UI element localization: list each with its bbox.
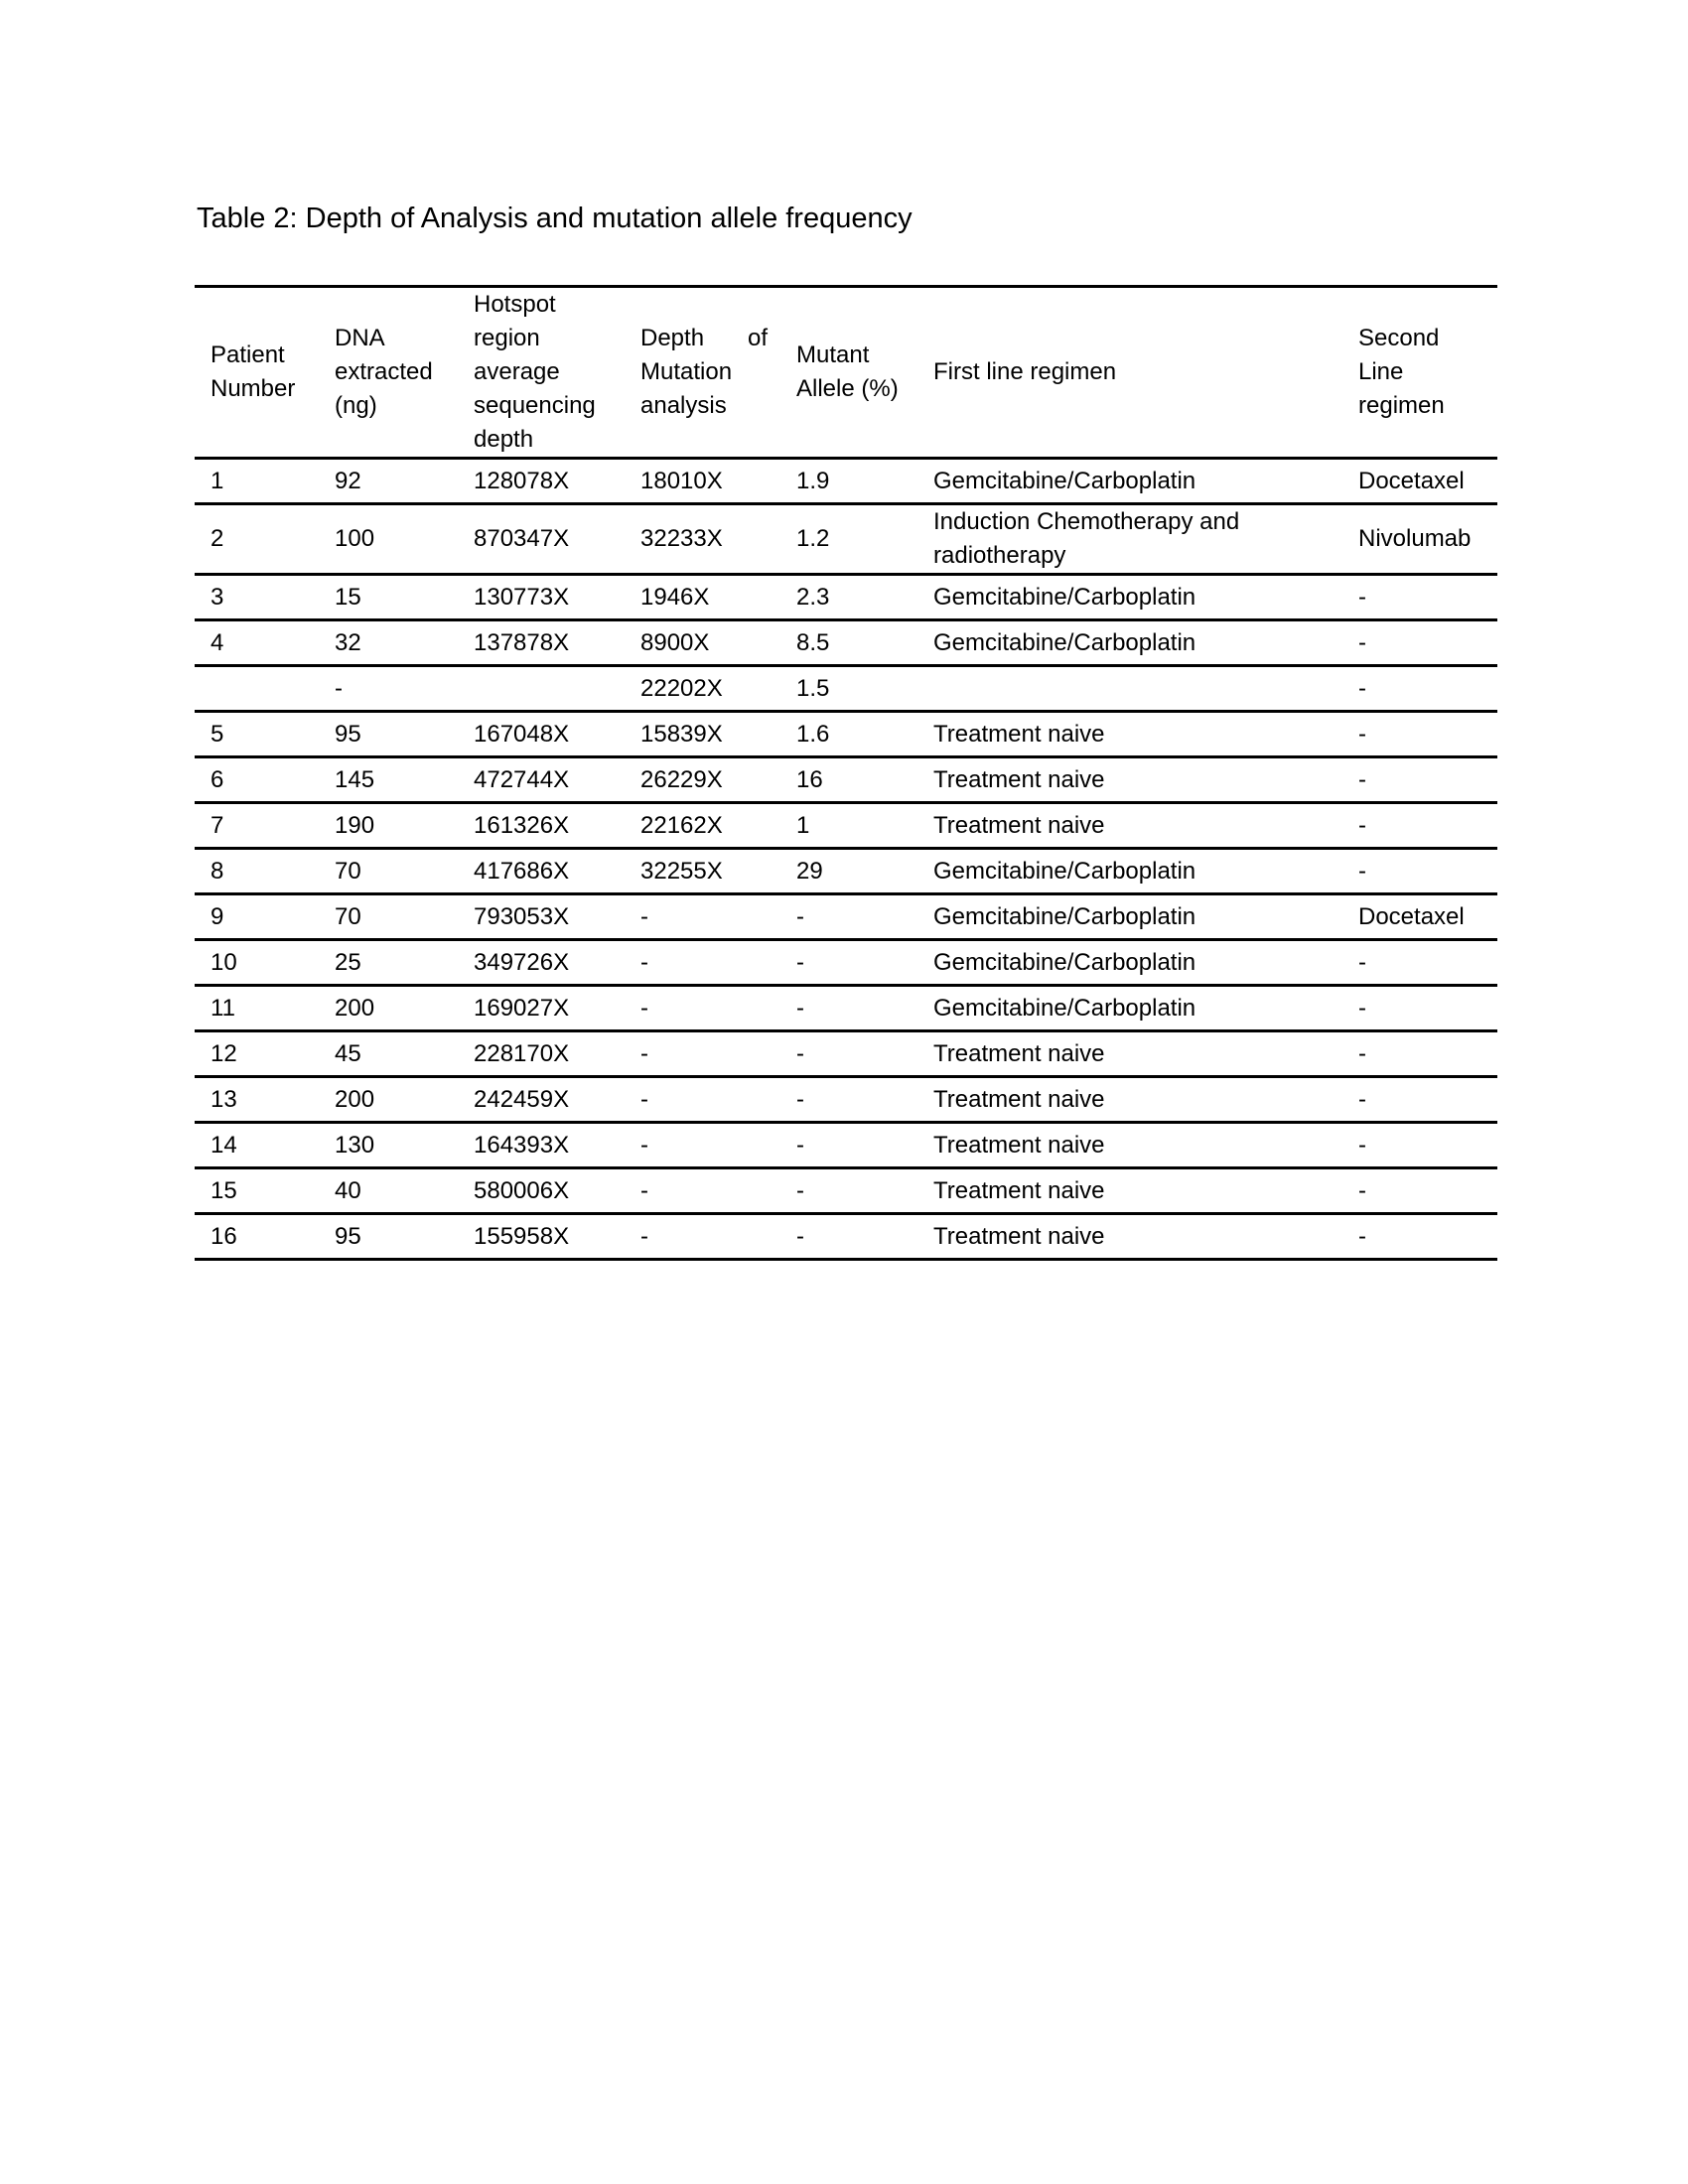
cell-dna-extracted: 200 (319, 1077, 458, 1123)
header-dna-extracted (319, 287, 458, 459)
cell-second-line-regimen: - (1342, 1168, 1497, 1214)
table-row (195, 504, 1497, 575)
cell-second-line-regimen: - (1342, 986, 1497, 1031)
cell-first-line-regimen: Treatment naive (917, 803, 1342, 849)
cell-second-line-regimen: - (1342, 620, 1497, 666)
cell-dna-extracted: 25 (319, 940, 458, 986)
cell-patient-number: 2 (195, 504, 319, 575)
cell-patient-number: 7 (195, 803, 319, 849)
cell-depth-mutation: 18010X (625, 459, 780, 504)
cell-mutant-allele: 16 (780, 757, 917, 803)
cell-patient-number: 4 (195, 620, 319, 666)
cell-second-line-regimen: - (1342, 712, 1497, 757)
cell-patient-number: 9 (195, 894, 319, 940)
data-table (195, 285, 1497, 1261)
cell-second-line-regimen: - (1342, 940, 1497, 986)
cell-dna-extracted: 70 (319, 849, 458, 894)
cell-hotspot-depth: 155958X (458, 1214, 625, 1260)
header-line: Patient (211, 341, 285, 368)
table-row (195, 459, 1497, 504)
cell-mutant-allele: - (780, 940, 917, 986)
header-line: Mutant (796, 341, 870, 368)
cell-mutant-allele: 1.5 (780, 666, 917, 712)
cell-depth-mutation: - (625, 1031, 780, 1077)
cell-depth-mutation: 32233X (625, 504, 780, 575)
cell-patient-number: 8 (195, 849, 319, 894)
header-line: regimen (1358, 392, 1445, 419)
cell-mutant-allele: - (780, 1123, 917, 1168)
table-row (195, 803, 1497, 849)
cell-patient-number: 16 (195, 1214, 319, 1260)
header-depth-mutation (625, 287, 780, 459)
table-row (195, 575, 1497, 620)
cell-dna-extracted: 92 (319, 459, 458, 504)
cell-depth-mutation: - (625, 1214, 780, 1260)
header-line: Allele (%) (796, 375, 899, 402)
header-line: depth (474, 426, 534, 453)
cell-mutant-allele: - (780, 1031, 917, 1077)
cell-mutant-allele: 1.2 (780, 504, 917, 575)
header-line: Line (1358, 358, 1404, 385)
header-line: extracted (335, 358, 433, 385)
cell-patient-number: 13 (195, 1077, 319, 1123)
header-mutant-allele (780, 287, 917, 459)
cell-first-line-regimen: Treatment naive (917, 757, 1342, 803)
cell-hotspot-depth: 580006X (458, 1168, 625, 1214)
cell-dna-extracted: 15 (319, 575, 458, 620)
cell-second-line-regimen: Docetaxel (1342, 894, 1497, 940)
cell-second-line-regimen: - (1342, 1077, 1497, 1123)
cell-first-line-regimen: Treatment naive (917, 1123, 1342, 1168)
cell-first-line-regimen (917, 666, 1342, 712)
cell-dna-extracted: 40 (319, 1168, 458, 1214)
cell-mutant-allele: 1.9 (780, 459, 917, 504)
cell-patient-number: 10 (195, 940, 319, 986)
cell-dna-extracted: 200 (319, 986, 458, 1031)
cell-second-line-regimen: - (1342, 666, 1497, 712)
cell-depth-mutation: 26229X (625, 757, 780, 803)
header-line: First line regimen (933, 358, 1117, 385)
cell-second-line-regimen: - (1342, 575, 1497, 620)
table-row (195, 1168, 1497, 1214)
cell-hotspot-depth: 870347X (458, 504, 625, 575)
cell-first-line-regimen: Treatment naive (917, 1077, 1342, 1123)
cell-patient-number: 6 (195, 757, 319, 803)
cell-hotspot-depth: 417686X (458, 849, 625, 894)
table-row (195, 894, 1497, 940)
cell-patient-number: 14 (195, 1123, 319, 1168)
cell-first-line-regimen: Gemcitabine/Carboplatin (917, 849, 1342, 894)
cell-first-line-regimen: Gemcitabine/Carboplatin (917, 986, 1342, 1031)
table-row (195, 712, 1497, 757)
cell-hotspot-depth: 169027X (458, 986, 625, 1031)
cell-mutant-allele: 8.5 (780, 620, 917, 666)
cell-depth-mutation: 15839X (625, 712, 780, 757)
cell-hotspot-depth: 472744X (458, 757, 625, 803)
table-row (195, 940, 1497, 986)
cell-hotspot-depth: 161326X (458, 803, 625, 849)
cell-depth-mutation: - (625, 940, 780, 986)
cell-depth-mutation: 22162X (625, 803, 780, 849)
cell-patient-number: 11 (195, 986, 319, 1031)
cell-mutant-allele: - (780, 894, 917, 940)
cell-mutant-allele: 2.3 (780, 575, 917, 620)
cell-patient-number: 5 (195, 712, 319, 757)
cell-depth-mutation: - (625, 894, 780, 940)
cell-hotspot-depth: 228170X (458, 1031, 625, 1077)
cell-depth-mutation: - (625, 1123, 780, 1168)
cell-first-line-regimen: Gemcitabine/Carboplatin (917, 620, 1342, 666)
cell-first-line-regimen: Gemcitabine/Carboplatin (917, 894, 1342, 940)
header-line: Number (211, 375, 296, 402)
cell-hotspot-depth: 164393X (458, 1123, 625, 1168)
cell-depth-mutation: - (625, 986, 780, 1031)
cell-first-line-regimen: Induction Chemotherapy and radiotherapy (917, 504, 1342, 575)
cell-mutant-allele: - (780, 986, 917, 1031)
cell-second-line-regimen: - (1342, 757, 1497, 803)
cell-patient-number: 12 (195, 1031, 319, 1077)
cell-mutant-allele: 29 (780, 849, 917, 894)
header-line: Depth of (640, 325, 768, 351)
header-line: average (474, 358, 560, 385)
cell-hotspot-depth (458, 666, 625, 712)
table-row (195, 849, 1497, 894)
cell-first-line-regimen: Treatment naive (917, 1214, 1342, 1260)
header-line: Hotspot (474, 291, 556, 318)
header-line: analysis (640, 392, 727, 419)
cell-mutant-allele: - (780, 1168, 917, 1214)
table-row (195, 666, 1497, 712)
cell-dna-extracted: 32 (319, 620, 458, 666)
cell-first-line-regimen: Gemcitabine/Carboplatin (917, 940, 1342, 986)
cell-dna-extracted: 190 (319, 803, 458, 849)
cell-dna-extracted: - (319, 666, 458, 712)
header-line: Second (1358, 325, 1440, 351)
table-row (195, 620, 1497, 666)
cell-second-line-regimen: - (1342, 1214, 1497, 1260)
cell-depth-mutation: 1946X (625, 575, 780, 620)
cell-mutant-allele: - (780, 1214, 917, 1260)
table-row (195, 1214, 1497, 1260)
cell-dna-extracted: 145 (319, 757, 458, 803)
cell-patient-number: 1 (195, 459, 319, 504)
cell-hotspot-depth: 137878X (458, 620, 625, 666)
cell-depth-mutation: 32255X (625, 849, 780, 894)
cell-second-line-regimen: - (1342, 1031, 1497, 1077)
header-line: Mutation (640, 358, 733, 385)
cell-mutant-allele: - (780, 1077, 917, 1123)
cell-dna-extracted: 95 (319, 1214, 458, 1260)
cell-mutant-allele: 1 (780, 803, 917, 849)
cell-hotspot-depth: 793053X (458, 894, 625, 940)
cell-depth-mutation: 22202X (625, 666, 780, 712)
table-row (195, 1031, 1497, 1077)
header-line: (ng) (335, 392, 377, 419)
table-row (195, 986, 1497, 1031)
cell-dna-extracted: 70 (319, 894, 458, 940)
table-row (195, 757, 1497, 803)
cell-second-line-regimen: - (1342, 849, 1497, 894)
cell-hotspot-depth: 349726X (458, 940, 625, 986)
header-line: sequencing (474, 392, 596, 419)
cell-dna-extracted: 130 (319, 1123, 458, 1168)
cell-depth-mutation: - (625, 1168, 780, 1214)
header-row (195, 287, 1497, 459)
cell-depth-mutation: 8900X (625, 620, 780, 666)
cell-patient-number: 15 (195, 1168, 319, 1214)
cell-first-line-regimen: Gemcitabine/Carboplatin (917, 575, 1342, 620)
cell-second-line-regimen: - (1342, 1123, 1497, 1168)
table-row (195, 1123, 1497, 1168)
header-hotspot-depth (458, 287, 625, 459)
header-line: DNA (335, 325, 385, 351)
cell-second-line-regimen: - (1342, 803, 1497, 849)
header-line: region (474, 325, 540, 351)
cell-second-line-regimen: Docetaxel (1342, 459, 1497, 504)
header-patient-number (195, 287, 319, 459)
cell-hotspot-depth: 242459X (458, 1077, 625, 1123)
cell-patient-number: 3 (195, 575, 319, 620)
cell-dna-extracted: 100 (319, 504, 458, 575)
cell-dna-extracted: 95 (319, 712, 458, 757)
cell-hotspot-depth: 128078X (458, 459, 625, 504)
cell-dna-extracted: 45 (319, 1031, 458, 1077)
cell-mutant-allele: 1.6 (780, 712, 917, 757)
table-row (195, 1077, 1497, 1123)
cell-depth-mutation: - (625, 1077, 780, 1123)
cell-hotspot-depth: 167048X (458, 712, 625, 757)
page-title: Table 2: Depth of Analysis and mutation allele frequency (197, 203, 913, 234)
cell-hotspot-depth: 130773X (458, 575, 625, 620)
cell-first-line-regimen: Gemcitabine/Carboplatin (917, 459, 1342, 504)
header-first-line-regimen (917, 287, 1342, 459)
cell-patient-number (195, 666, 319, 712)
cell-first-line-regimen: Treatment naive (917, 1168, 1342, 1214)
cell-first-line-regimen: Treatment naive (917, 1031, 1342, 1077)
header-second-line-regimen (1342, 287, 1497, 459)
cell-second-line-regimen: Nivolumab (1342, 504, 1497, 575)
cell-first-line-regimen: Treatment naive (917, 712, 1342, 757)
